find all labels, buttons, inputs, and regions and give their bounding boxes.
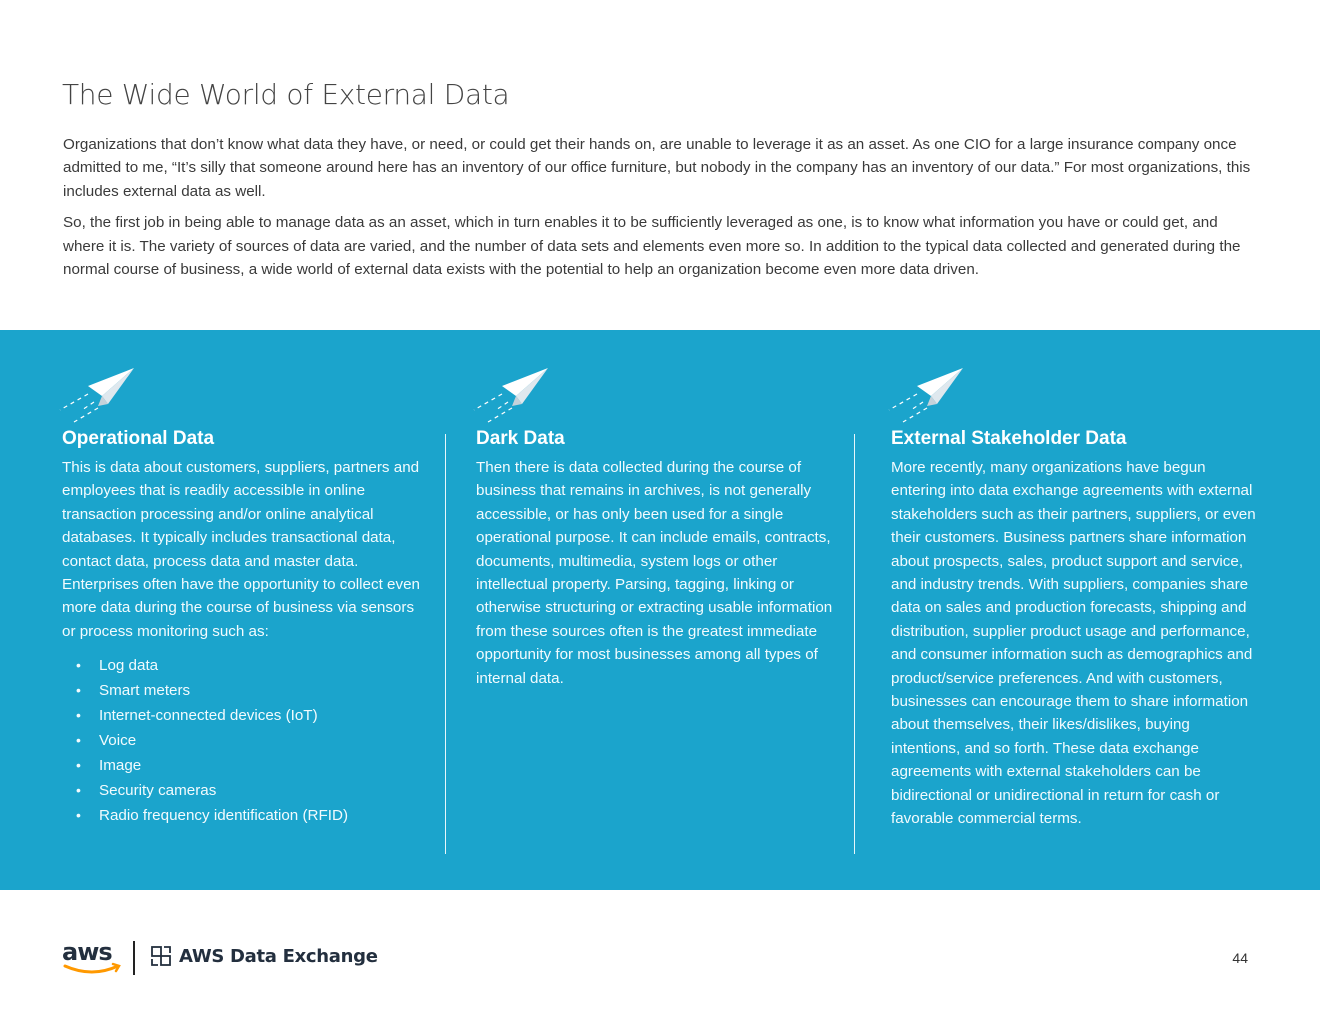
dark-data-column [476,366,841,690]
aws-logo [62,938,124,978]
list-item: • Security cameras [62,778,427,803]
column-heading: External Stakeholder Data [891,428,1127,449]
aws-data-exchange-logo [150,944,378,968]
page-number: 44 [1232,950,1248,966]
logo-separator [133,941,135,975]
paper-plane-icon [887,366,965,424]
bullet: • [76,732,81,749]
operational-data-column [62,366,427,828]
list-item: • Internet-connected devices (IoT) [62,703,427,728]
bullet: • [76,657,81,674]
sensor-list [62,653,427,828]
column-body: More recently, many organizations have begun entering into data exchange agreements with external stakeholders such as their partners, suppliers, or even their customers. Business partners share information about prospects, sales, product support and service, and industry trends. With suppliers, companies share data on sales and production forecasts, shipping and distribution, supplier product usage and performance, and consumer information such as demographics and product/service preferences. And with customers, businesses can encourage them to share information about themselves, their likes/dislikes, buying intentions, and so forth. These data exchange agreements with external stakeholders can be bidirectional or unidirectional in return for cash or favorable commercial terms. [891,459,1256,828]
column-body: This is data about customers, suppliers, partners and employees that is readily accessible in online transaction processing and/or online analytical databases. It typically includes transactional data, contact data, process data and master data. Enterprises often have the opportunity to collect even more data during the course of business via sensors or process monitoring such as: [62,459,420,640]
intro-section [63,133,1258,289]
bullet: • [76,757,81,774]
paper-plane-icon [472,366,550,424]
column-heading: Operational Data [62,428,215,449]
footer [62,938,1262,978]
intro-paragraph-2: So, the first job in being able to manage data as an asset, which in turn enables it to be sufficiently leveraged as one, is to know what information you have or could get, and where it is. The variety of sources of data are varied, and the number of data sets and elements even more so. In addition to the typical data collected and generated during the normal course of business, a wide world of external data exists with the potential to help an organization become even more data driven. [63,214,1241,279]
bullet: • [76,707,81,724]
column-body: Then there is data collected during the course of business that remains in archives, is not generally accessible, or has only been used for a single operational purpose. It can include emails, contracts, documents, multimedia, system logs or other intellectual property. Parsing, tagging, linking or otherwise structuring or extracting usable information from these sources often is the greatest immediate opportunity for most businesses among all types of internal data. [476,459,833,687]
bullet: • [76,682,81,699]
page-title: The Wide World of External Data [62,78,510,111]
column-divider [445,434,446,854]
bullet: • [76,782,81,799]
data-exchange-icon [150,944,174,968]
bullet: • [76,807,81,824]
intro-paragraph-1: Organizations that don’t know what data they have, or need, or could get their hands on, are unable to leverage it as an asset. As one CIO for a large insurance company once admitted to me, “It’s silly that someone around here has an inventory of our office furniture, but nobody in the company has an inventory of our data.” For most organizations, this includes external data as well. [63,136,1251,200]
aws-logo-text: aws [62,938,112,966]
external-stakeholder-data-column [891,366,1261,831]
product-name: AWS Data Exchange [179,945,378,967]
column-divider [854,434,855,854]
list-item: • Log data [62,653,427,678]
list-item: • Voice [62,728,427,753]
list-item: • Radio frequency identification (RFID) [62,803,427,828]
data-types-band [0,330,1320,890]
paper-plane-icon [58,366,136,424]
list-item: • Image [62,753,427,778]
list-item: • Smart meters [62,678,427,703]
column-heading: Dark Data [476,428,565,449]
